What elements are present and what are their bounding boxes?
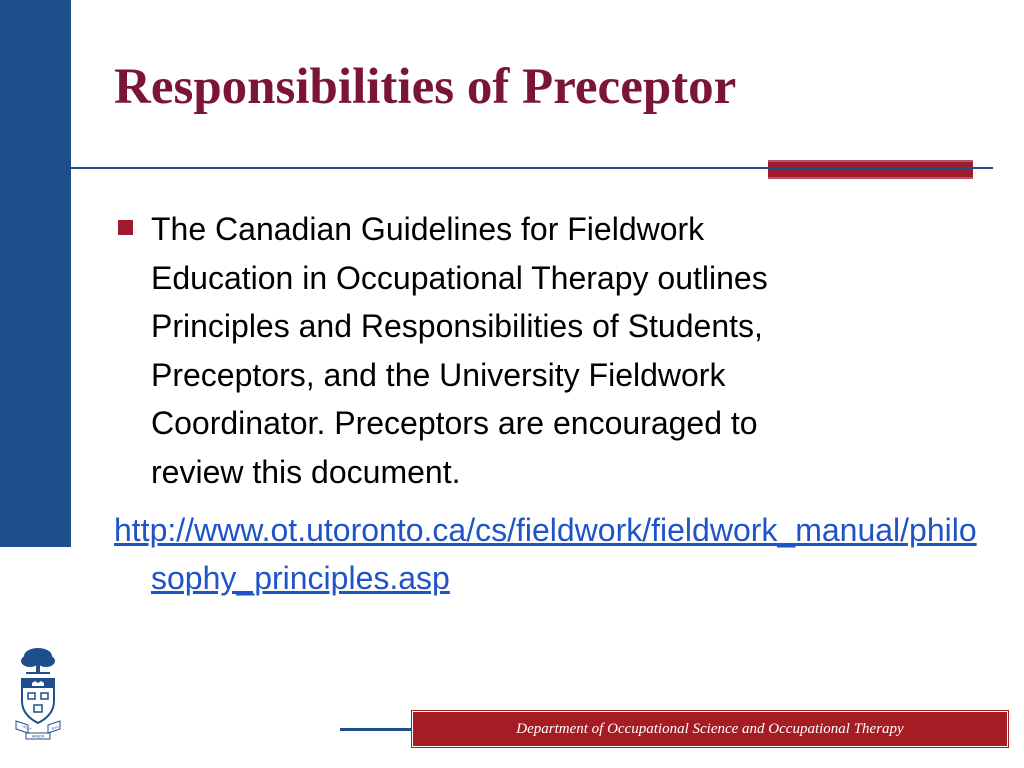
footer-divider [340,728,414,731]
page-title: Responsibilities of Preceptor [114,59,737,115]
motto-bottom: ARBOR [31,734,45,739]
bullet-text: The Canadian Guidelines for Fieldwork Education in Occupational Therapy outlines Principles and Responsibilities of Students, Preceptors, and the University Fieldwork Coordinator. Preceptors are encouraged to review this document. [151,211,768,490]
accent-bar [768,160,973,179]
footer-banner [412,711,1008,747]
motto-left: VELUT [21,724,33,732]
left-sidebar-bar [0,0,71,547]
university-crest-icon [14,645,62,741]
bullet-square-icon [118,220,133,235]
footer-department: Department of Occupational Science and Occupational Therapy [516,720,904,737]
document-link[interactable]: http://www.ot.utoronto.ca/cs/fieldwork/fieldwork_manual/philosophy_principles.asp [114,512,977,596]
motto-right: ÆVO [50,724,60,731]
tree-icon [21,648,55,674]
